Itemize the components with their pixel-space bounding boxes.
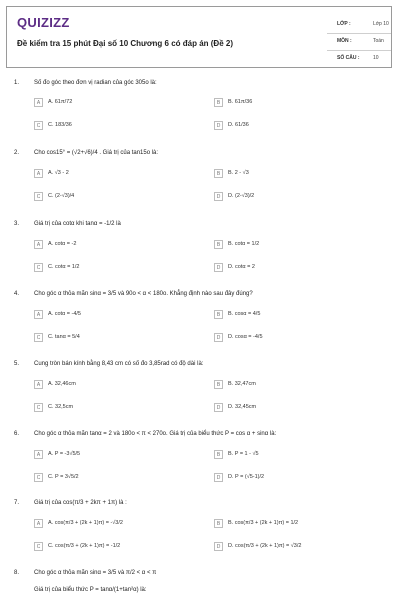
option-text: A. 61π/72	[48, 99, 73, 105]
option-text: B. 32,47cm	[228, 381, 256, 387]
option-d[interactable]	[214, 542, 374, 553]
question-text: Cho góc α thỏa mãn sinα = 3/5 và π/2 < α < π	[34, 570, 157, 576]
option-letter-box[interactable]: D	[214, 333, 223, 342]
option-letter-box[interactable]: B	[214, 380, 223, 389]
question-subtext: Giá trị của biểu thức P = tanα/(1+tan²α) là:	[34, 587, 147, 593]
option-text: D. P = (√5-1)/2	[228, 474, 265, 480]
question-number: 1.	[14, 80, 20, 86]
option-text: C. (2-√3)/4	[48, 193, 75, 199]
option-text: C. cotα = 1/2	[48, 264, 80, 270]
option-b[interactable]	[214, 519, 374, 530]
option-d[interactable]	[214, 192, 374, 203]
question-number: 4.	[14, 291, 20, 297]
question-text: Cho cos15° = (√2+√6)/4 . Giá trị của tan15o là:	[34, 150, 159, 156]
option-letter-box[interactable]: A	[34, 98, 43, 107]
option-c[interactable]	[34, 542, 194, 553]
question-number: 7.	[14, 500, 20, 506]
option-text: D. cosα = -4/5	[228, 334, 263, 340]
option-d[interactable]	[214, 333, 374, 344]
option-text: C. P = 3√5/2	[48, 474, 79, 480]
option-text: D. cotα = 2	[228, 264, 255, 270]
meta-row-class	[327, 17, 391, 34]
meta-row-count	[327, 51, 391, 67]
meta-value: Toán	[373, 38, 384, 44]
question-text: Cung tròn bán kính bằng 8,43 cm có số đo 3,85rad có độ dài là:	[34, 361, 204, 367]
page-title: Đề kiểm tra 15 phút Đại số 10 Chương 6 có đáp án (Đề 2)	[17, 39, 233, 48]
option-letter-box[interactable]: B	[214, 519, 223, 528]
option-c[interactable]	[34, 121, 194, 132]
question-text: Giá trị của cotα khi tanα = -1/2 là	[34, 221, 121, 227]
meta-row-subject	[327, 34, 391, 51]
option-text: B. 61π/36	[228, 99, 253, 105]
option-text: A. cotα = -2	[48, 241, 77, 247]
meta-value: 10	[373, 55, 379, 61]
option-b[interactable]	[214, 98, 374, 109]
option-text: B. P = 1 - √5	[228, 451, 259, 457]
option-letter-box[interactable]: C	[34, 473, 43, 482]
option-letter-box[interactable]: D	[214, 473, 223, 482]
option-text: A. cotα = -4/5	[48, 311, 81, 317]
option-letter-box[interactable]: D	[214, 263, 223, 272]
option-text: C. cos(π/3 + (2k + 1)π) = -1/2	[48, 543, 121, 549]
question-text: Cho góc α thỏa mãn sinα = 3/5 và 90o < α < 180o. Khẳng định nào sau đây đúng?	[34, 291, 253, 297]
option-text: D. cos(π/3 + (2k + 1)π) = √3/2	[228, 543, 302, 549]
option-letter-box[interactable]: D	[214, 192, 223, 201]
option-b[interactable]	[214, 380, 374, 391]
option-letter-box[interactable]: C	[34, 192, 43, 201]
option-text: D. 32,45cm	[228, 404, 257, 410]
option-a[interactable]	[34, 169, 194, 180]
option-b[interactable]	[214, 169, 374, 180]
question-text: Giá trị của cos(π/3 + 2kπ + 1π) là :	[34, 500, 127, 506]
option-text: B. cotα = 1/2	[228, 241, 260, 247]
option-c[interactable]	[34, 333, 194, 344]
option-letter-box[interactable]: B	[214, 240, 223, 249]
option-text: A. 32,46cm	[48, 381, 76, 387]
option-letter-box[interactable]: B	[214, 169, 223, 178]
question-number: 5.	[14, 361, 20, 367]
option-letter-box[interactable]: C	[34, 121, 43, 130]
meta-label: SỐ CÂU :	[337, 55, 360, 61]
option-text: A. √3 - 2	[48, 170, 69, 176]
option-letter-box[interactable]: C	[34, 542, 43, 551]
option-letter-box[interactable]: A	[34, 450, 43, 459]
option-c[interactable]	[34, 473, 194, 484]
option-a[interactable]	[34, 240, 194, 251]
option-text: B. cosα = 4/5	[228, 311, 261, 317]
option-text: A. cos(π/3 + (2k + 1)π) = -√3/2	[48, 520, 123, 526]
option-text: B. 2 - √3	[228, 170, 249, 176]
meta-table	[327, 17, 391, 67]
option-text: C. 183/36	[48, 122, 72, 128]
meta-value: Lớp 10	[373, 21, 389, 27]
option-b[interactable]	[214, 240, 374, 251]
option-letter-box[interactable]: D	[214, 542, 223, 551]
option-text: D. (2-√3)/2	[228, 193, 255, 199]
meta-label: LỚP :	[337, 21, 351, 27]
option-text: C. tanα = 5/4	[48, 334, 80, 340]
option-letter-box[interactable]: B	[214, 450, 223, 459]
meta-label: MÔN :	[337, 38, 352, 44]
question-number: 6.	[14, 431, 20, 437]
option-a[interactable]	[34, 519, 194, 530]
option-letter-box[interactable]: A	[34, 240, 43, 249]
option-letter-box[interactable]: D	[214, 403, 223, 412]
option-d[interactable]	[214, 473, 374, 484]
option-text: C. 32,5cm	[48, 404, 74, 410]
quiz-header	[6, 6, 392, 68]
option-b[interactable]	[214, 310, 374, 321]
question-number: 3.	[14, 221, 20, 227]
option-letter-box[interactable]: C	[34, 333, 43, 342]
option-c[interactable]	[34, 192, 194, 203]
option-a[interactable]	[34, 380, 194, 391]
option-a[interactable]	[34, 450, 194, 461]
option-d[interactable]	[214, 263, 374, 274]
option-letter-box[interactable]: C	[34, 263, 43, 272]
option-a[interactable]	[34, 98, 194, 109]
option-text: B. cos(π/3 + (2k + 1)π) = 1/2	[228, 520, 299, 526]
option-letter-box[interactable]: C	[34, 403, 43, 412]
option-letter-box[interactable]: D	[214, 121, 223, 130]
quizizz-logo: QUIZIZZ	[17, 15, 70, 30]
option-letter-box[interactable]: A	[34, 310, 43, 319]
option-letter-box[interactable]: B	[214, 310, 223, 319]
option-c[interactable]	[34, 263, 194, 274]
option-text: D. 61/36	[228, 122, 249, 128]
question-text: Cho góc α thỏa mãn tanα = 2 và 180o < π < 270o. Giá trị của biểu thức P = cos α + sinα là:	[34, 431, 277, 437]
question-number: 8.	[14, 570, 20, 576]
option-d[interactable]	[214, 121, 374, 132]
option-b[interactable]	[214, 450, 374, 461]
question-text: Số đo góc theo đơn vị radian của góc 305o là:	[34, 80, 157, 86]
option-letter-box[interactable]: A	[34, 380, 43, 389]
question-number: 2.	[14, 150, 20, 156]
option-letter-box[interactable]: A	[34, 169, 43, 178]
option-text: A. P = -3√5/5	[48, 451, 81, 457]
option-a[interactable]	[34, 310, 194, 321]
option-letter-box[interactable]: A	[34, 519, 43, 528]
option-letter-box[interactable]: B	[214, 98, 223, 107]
option-c[interactable]	[34, 403, 194, 414]
option-d[interactable]	[214, 403, 374, 414]
